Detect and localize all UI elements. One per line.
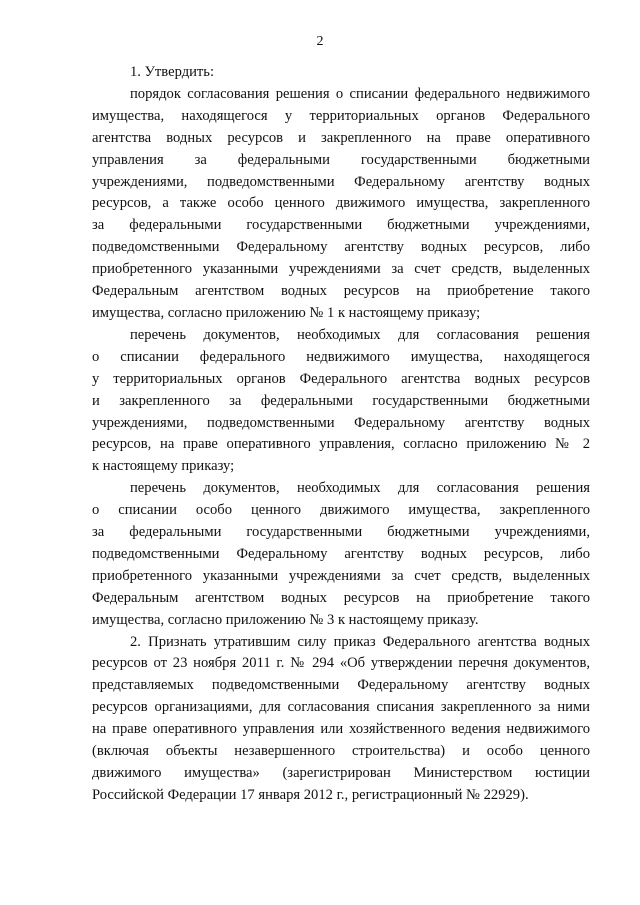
text-line: агентства водных ресурсов и закрепленного на праве оперативного bbox=[92, 129, 590, 146]
text-line: представляемых подведомственными Федеральному агентству водных bbox=[92, 677, 590, 694]
item-1-paragraph-2 bbox=[92, 325, 590, 478]
text-line: перечень документов, необходимых для согласования решения bbox=[130, 326, 590, 343]
item-1-paragraph-3 bbox=[92, 478, 590, 631]
text-line: к настоящему приказу; bbox=[92, 458, 235, 475]
item-2-paragraph bbox=[92, 632, 590, 807]
page-number: 2 bbox=[316, 34, 324, 49]
text-line: Федеральным агентством водных ресурсов на приобретение такого bbox=[92, 589, 590, 606]
text-line: имущества, согласно приложению № 1 к настоящему приказу; bbox=[92, 304, 481, 321]
text-line: Федеральным агентством водных ресурсов на приобретение такого bbox=[92, 283, 590, 300]
text-line: ресурсов организациями, для согласования списания закрепленного за ними bbox=[92, 699, 590, 716]
text-line: имущества, находящегося у территориальных органов Федерального bbox=[92, 107, 590, 124]
text-line: приобретенного указанными учреждениями за счет средств, выделенных bbox=[92, 567, 590, 584]
item-1-heading: 1. Утвердить: bbox=[130, 64, 215, 80]
text-line: учреждениями, подведомственными Федеральному агентству водных bbox=[92, 173, 590, 190]
text-line: за федеральными государственными бюджетными учреждениями, bbox=[92, 217, 590, 234]
document-body bbox=[92, 62, 590, 807]
text-line: о списании федерального недвижимого имущества, находящегося bbox=[92, 348, 590, 365]
item-1-paragraph-1 bbox=[92, 84, 590, 325]
text-line: перечень документов, необходимых для согласования решения bbox=[130, 480, 590, 497]
text-line: и закрепленного за федеральными государственными бюджетными bbox=[92, 392, 590, 409]
text-line: порядок согласования решения о списании федерального недвижимого bbox=[130, 85, 590, 102]
text-line: на праве оперативного управления или хозяйственного ведения недвижимого bbox=[92, 721, 590, 738]
text-line: управления за федеральными государственными бюджетными bbox=[92, 151, 590, 168]
text-line: 2. Признать утратившим силу приказ Федерального агентства водных bbox=[130, 633, 590, 650]
text-line: (включая объекты незавершенного строительства) и особо ценного bbox=[92, 743, 590, 760]
text-line: ресурсов, а также особо ценного движимого имущества, закрепленного bbox=[92, 195, 590, 212]
text-line: за федеральными государственными бюджетными учреждениями, bbox=[92, 524, 590, 541]
text-line: приобретенного указанными учреждениями за счет средств, выделенных bbox=[92, 261, 590, 278]
text-line: ресурсов от 23 ноября 2011 г. № 294 «Об утверждении перечня документов, bbox=[92, 655, 590, 672]
text-line: учреждениями, подведомственными Федеральному агентству водных bbox=[92, 414, 590, 431]
text-line: подведомственными Федеральному агентству водных ресурсов, либо bbox=[92, 545, 590, 562]
text-line: у территориальных органов Федерального агентства водных ресурсов bbox=[92, 370, 590, 387]
text-line: о списании особо ценного движимого имущества, закрепленного bbox=[92, 502, 590, 519]
text-line: движимого имущества» (зарегистрирован Министерством юстиции bbox=[92, 765, 590, 781]
text-line: имущества, согласно приложению № 3 к настоящему приказу. bbox=[92, 611, 479, 628]
text-line: подведомственными Федеральному агентству водных ресурсов, либо bbox=[92, 239, 590, 256]
text-line: ресурсов, на праве оперативного управления, согласно приложению № 2 bbox=[92, 436, 590, 453]
text-line: Российской Федерации 17 января 2012 г., регистрационный № 22929). bbox=[92, 786, 529, 803]
